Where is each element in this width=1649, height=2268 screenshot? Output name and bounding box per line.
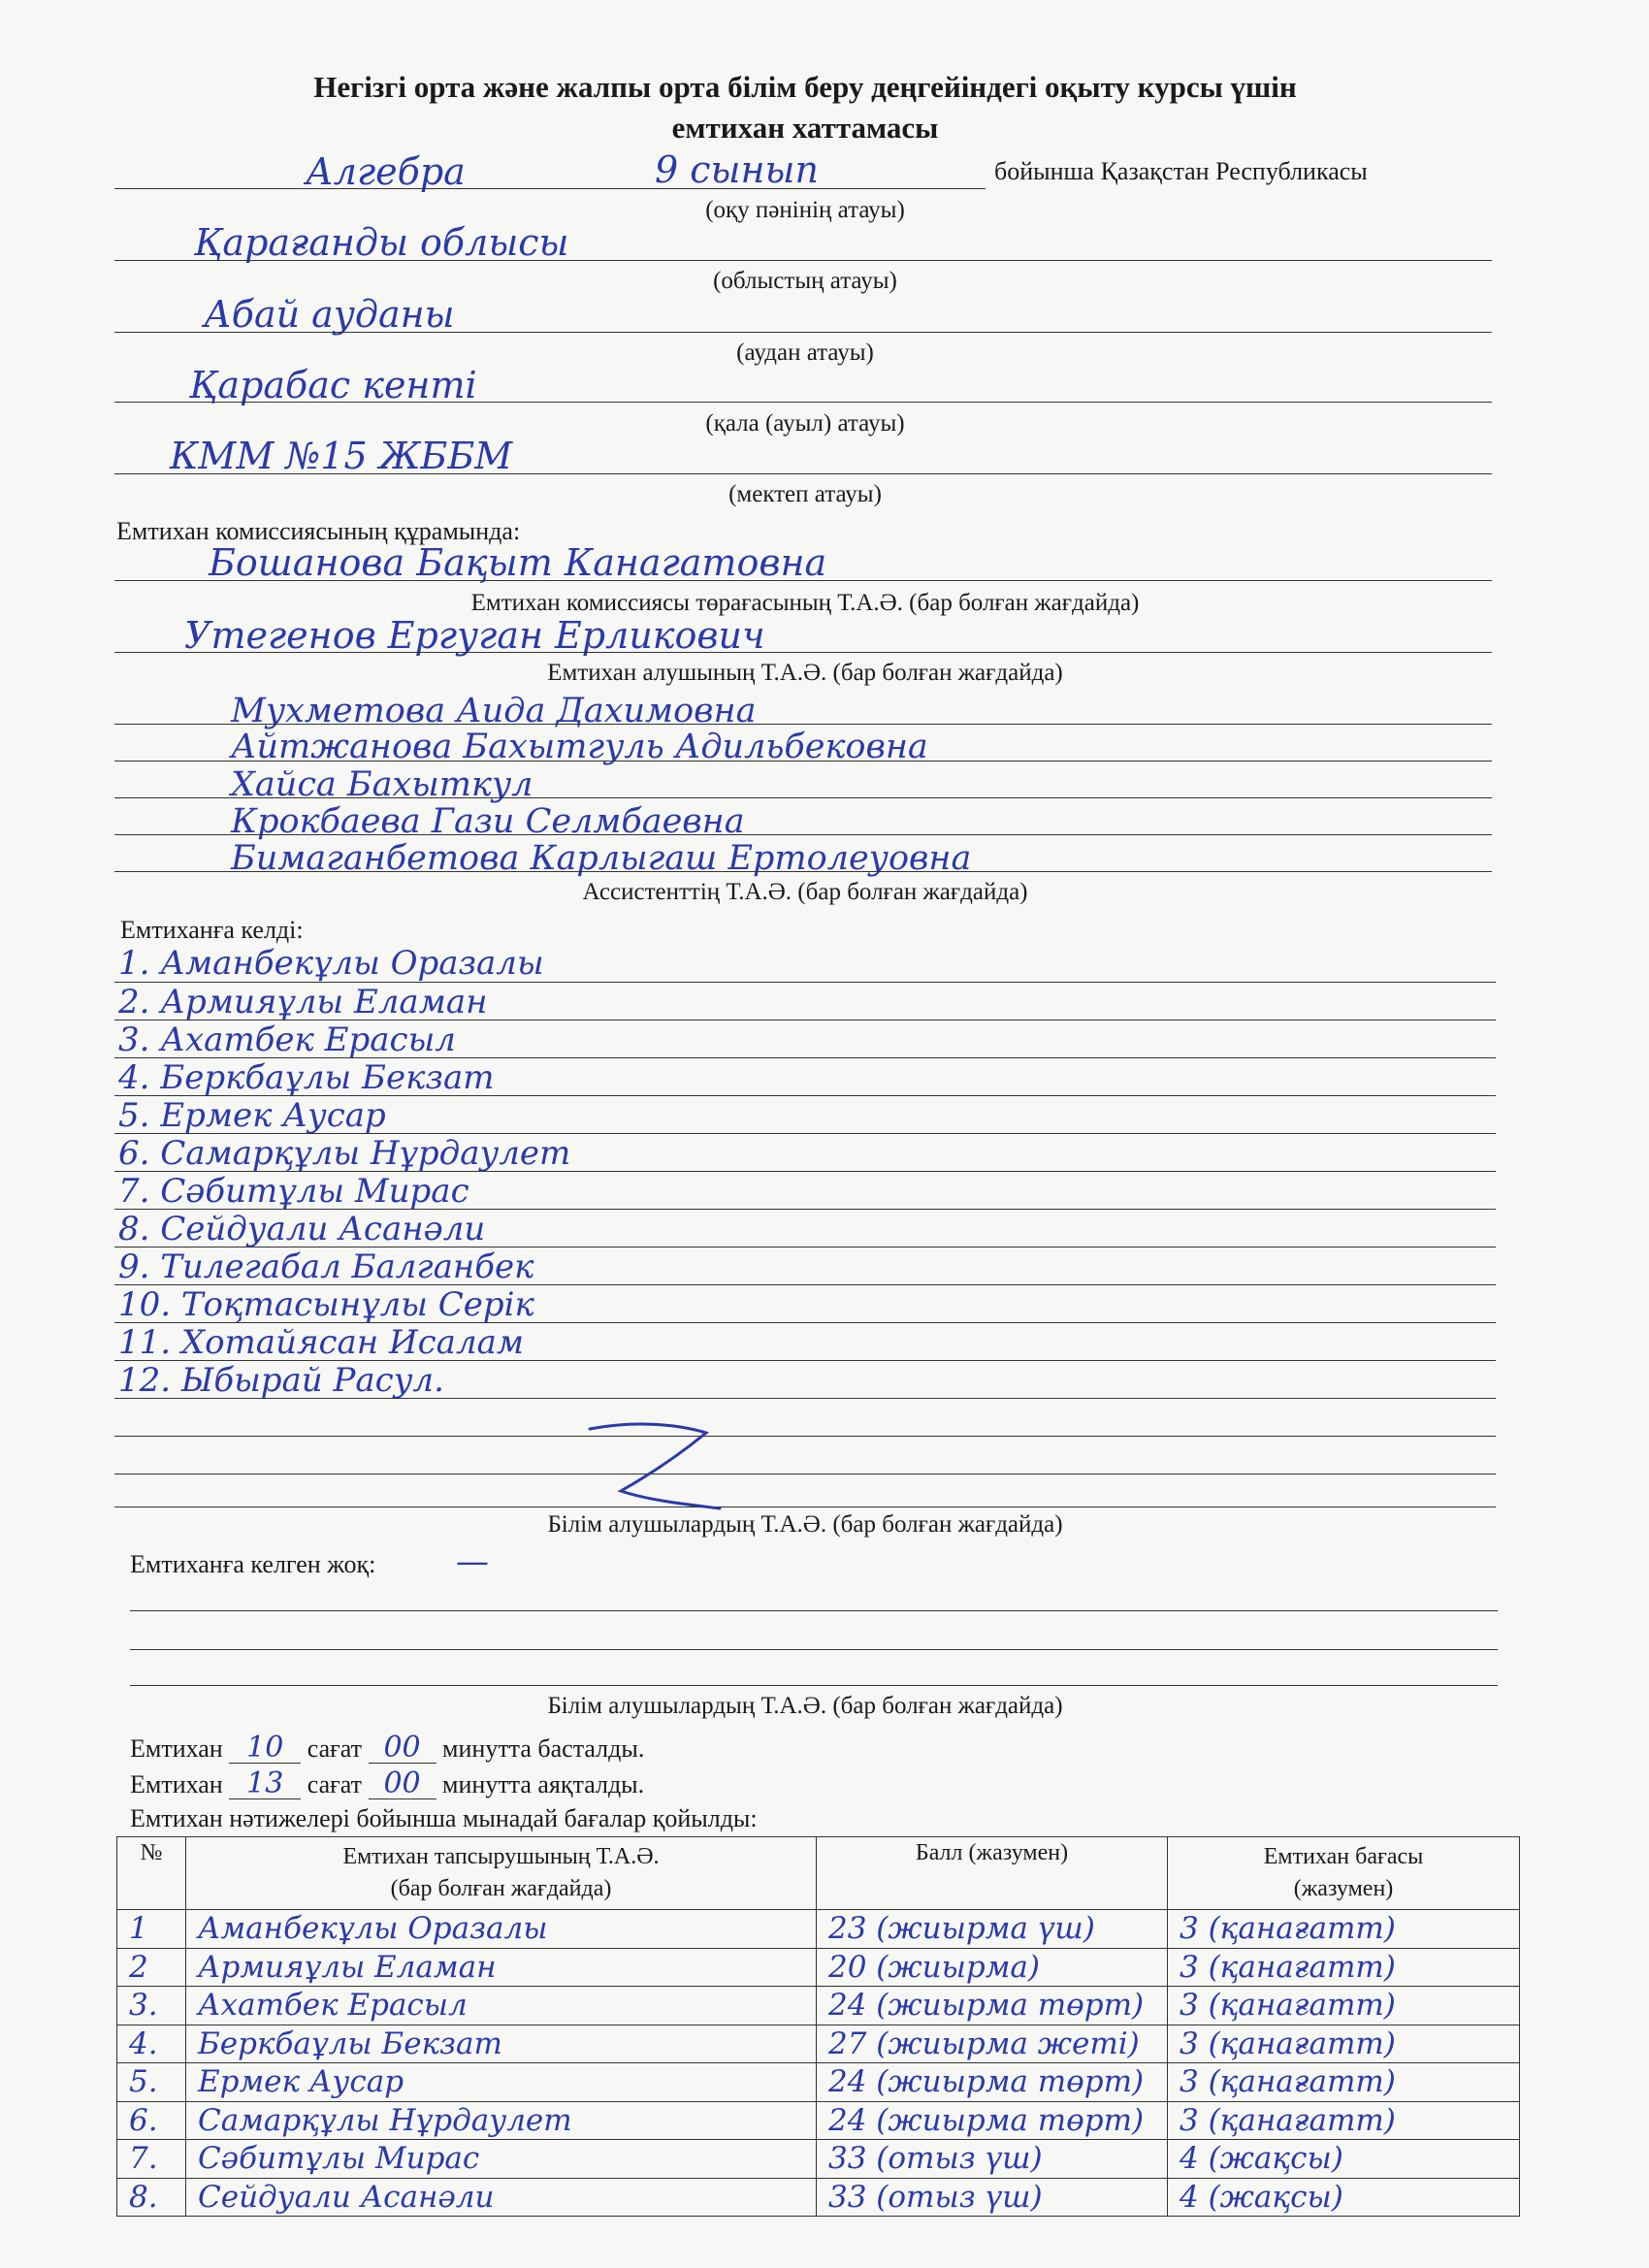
absent-line-2 — [130, 1649, 1498, 1650]
attended-student-7[interactable]: 7. Сәбитұлы Мирас — [118, 1172, 469, 1211]
attended-student-8[interactable]: 8. Сейдуали Асанәли — [118, 1210, 486, 1248]
header-score: Балл (жазумен) — [817, 1837, 1168, 1910]
district-value[interactable]: Абай ауданы — [204, 293, 455, 336]
table-row — [117, 2063, 1520, 2102]
row-name[interactable]: Ермек Аусар — [186, 2063, 817, 2102]
school-line — [114, 473, 1492, 474]
results-header-row — [117, 1837, 1520, 1910]
end-hour-field[interactable]: 13 — [229, 1769, 301, 1799]
attended-student-1[interactable]: 1. Аманбекұлы Оразалы — [118, 944, 544, 983]
start-prefix: Емтихан — [130, 1734, 223, 1763]
subject-line — [114, 188, 986, 189]
row-grade[interactable]: 3 (қанағатт) — [1168, 2063, 1520, 2102]
header-grade-line2: (жазумен) — [1293, 1876, 1394, 1901]
region-caption: (облыстың атауы) — [713, 268, 897, 294]
row-num[interactable]: 5. — [117, 2063, 186, 2102]
row-num[interactable]: 8. — [117, 2178, 186, 2217]
assistant-line-1 — [114, 724, 1492, 725]
assistant-4[interactable]: Крокбаева Гази Селмбаевна — [231, 802, 745, 841]
attended-student-6[interactable]: 6. Самарқұлы Нұрдаулет — [118, 1134, 571, 1173]
attended-student-2[interactable]: 2. Армияұлы Еламан — [118, 983, 488, 1021]
attended-student-5[interactable]: 5. Ермек Аусар — [118, 1096, 386, 1135]
table-row — [117, 1910, 1520, 1949]
assistant-line-3 — [114, 797, 1492, 798]
row-name[interactable]: Ахатбек Ерасыл — [186, 1987, 817, 2025]
row-num[interactable]: 3. — [117, 1987, 186, 2025]
row-num[interactable]: 6. — [117, 2101, 186, 2140]
attended-student-11[interactable]: 11. Хотайясан Исалам — [118, 1323, 525, 1362]
protocol-title-line2: емтихан хаттамасы — [671, 111, 939, 145]
chairman-line — [114, 580, 1492, 581]
row-grade[interactable]: 3 (қанағатт) — [1168, 1948, 1520, 1987]
start-hour-unit: сағат — [307, 1734, 363, 1763]
assistant-5[interactable]: Бимаганбетова Карлыгаш Ертолеуовна — [231, 839, 972, 878]
district-caption: (аудан атауы) — [736, 340, 874, 366]
row-score[interactable]: 20 (жиырма) — [817, 1948, 1168, 1987]
row-name[interactable]: Беркбаұлы Бекзат — [186, 2025, 817, 2063]
commission-label: Емтихан комиссиясының құрамында: — [116, 517, 521, 545]
district-line — [114, 332, 1492, 333]
assistants-caption: Ассистенттің Т.А.Ә. (бар болған жағдайда) — [582, 879, 1028, 905]
school-value[interactable]: КММ №15 ЖББМ — [170, 435, 513, 477]
row-num[interactable]: 1 — [117, 1910, 186, 1949]
end-minute-field[interactable]: 00 — [369, 1769, 436, 1799]
examiner-line — [114, 652, 1492, 653]
table-row — [117, 2101, 1520, 2140]
city-value[interactable]: Қарабас кенті — [189, 364, 477, 406]
header-grade-line1: Емтихан бағасы — [1263, 1844, 1424, 1869]
start-minute-field[interactable]: 00 — [369, 1733, 436, 1764]
row-grade[interactable]: 3 (қанағатт) — [1168, 2101, 1520, 2140]
chairman-caption: Емтихан комиссиясы төрағасының Т.А.Ә. (бар болған жағдайда) — [470, 590, 1140, 616]
end-prefix: Емтихан — [130, 1770, 223, 1798]
attended-caption: Білім алушылардың Т.А.Ә. (бар болған жағдайда) — [547, 1511, 1063, 1538]
attended-line-12 — [114, 1398, 1496, 1399]
subject-caption: (оқу пәнінің атауы) — [705, 197, 905, 223]
table-row — [117, 2140, 1520, 2179]
absent-line-3 — [130, 1685, 1498, 1686]
row-name[interactable]: Аманбекұлы Оразалы — [186, 1910, 817, 1949]
city-caption: (қала (ауыл) атауы) — [705, 410, 905, 437]
row-score[interactable]: 23 (жиырма үш) — [817, 1910, 1168, 1949]
table-row — [117, 1987, 1520, 2025]
assistant-line-5 — [114, 871, 1492, 872]
results-table — [116, 1836, 1520, 2217]
row-grade[interactable]: 4 (жақсы) — [1168, 2178, 1520, 2217]
header-name-line2: (бар болған жағдайда) — [390, 1876, 612, 1901]
assistant-3[interactable]: Хайса Бахыткул — [231, 765, 534, 804]
absent-line-1 — [130, 1610, 1498, 1611]
row-grade[interactable]: 4 (жақсы) — [1168, 2140, 1520, 2179]
region-line — [114, 260, 1492, 261]
attended-student-4[interactable]: 4. Беркбаұлы Бекзат — [118, 1058, 495, 1097]
row-num[interactable]: 4. — [117, 2025, 186, 2063]
row-grade[interactable]: 3 (қанағатт) — [1168, 2025, 1520, 2063]
row-name[interactable]: Сәбитұлы Мирас — [186, 2140, 817, 2179]
absent-value[interactable]: — — [456, 1542, 489, 1581]
row-name[interactable]: Сейдуали Асанәли — [186, 2178, 817, 2217]
table-row — [117, 2025, 1520, 2063]
row-score[interactable]: 33 (отыз үш) — [817, 2140, 1168, 2179]
header-num: № — [117, 1837, 186, 1910]
exam-end-row — [130, 1766, 645, 1800]
row-score[interactable]: 24 (жиырма төрт) — [817, 1987, 1168, 2025]
row-num[interactable]: 7. — [117, 2140, 186, 2179]
subject-suffix: бойынша Қазақстан Республикасы — [994, 157, 1368, 185]
protocol-title-line1: Негізгі орта және жалпы орта білім беру деңгейіндегі оқыту курсы үшін — [313, 70, 1297, 104]
subject-value[interactable]: Алгебра — [306, 150, 466, 193]
region-value[interactable]: Қарағанды облысы — [194, 221, 569, 264]
attended-label: Емтиханға келді: — [120, 916, 304, 944]
row-score[interactable]: 33 (отыз үш) — [817, 2178, 1168, 2217]
attended-student-10[interactable]: 10. Тоқтасынұлы Серік — [118, 1285, 534, 1324]
examiner-value[interactable]: Утегенов Ергуган Ерликович — [184, 614, 765, 657]
row-name[interactable]: Самарқұлы Нұрдаулет — [186, 2101, 817, 2140]
absent-label: Емтиханға келген жоқ: — [130, 1550, 376, 1578]
assistant-line-4 — [114, 834, 1492, 835]
row-score[interactable]: 27 (жиырма жеті) — [817, 2025, 1168, 2063]
row-num[interactable]: 2 — [117, 1948, 186, 1987]
row-name[interactable]: Армияұлы Еламан — [186, 1948, 817, 1987]
start-suffix: минутта басталды. — [442, 1734, 645, 1763]
examiner-caption: Емтихан алушының Т.А.Ә. (бар болған жағдайда) — [547, 660, 1063, 686]
cross-out-scribble — [582, 1411, 728, 1518]
header-name — [186, 1837, 817, 1910]
assistant-2[interactable]: Айтжанова Бахытгуль Адильбековна — [231, 728, 928, 766]
start-hour-field[interactable]: 10 — [229, 1733, 301, 1764]
absent-caption: Білім алушылардың Т.А.Ә. (бар болған жағдайда) — [547, 1693, 1063, 1719]
table-row — [117, 2178, 1520, 2217]
attended-line-13 — [114, 1436, 1496, 1437]
chairman-value[interactable]: Бошанова Бақыт Канагатовна — [209, 541, 827, 584]
city-line — [114, 402, 1492, 403]
header-name-line1: Емтихан тапсырушының Т.А.Ә. — [342, 1844, 660, 1869]
exam-start-row — [130, 1733, 644, 1764]
table-row — [117, 1948, 1520, 1987]
attended-student-3[interactable]: 3. Ахатбек Ерасыл — [118, 1021, 456, 1059]
row-score[interactable]: 24 (жиырма төрт) — [817, 2101, 1168, 2140]
row-grade[interactable]: 3 (қанағатт) — [1168, 1987, 1520, 2025]
attended-student-12[interactable]: 12. Ыбырай Расул. — [118, 1361, 444, 1400]
header-grade — [1168, 1837, 1520, 1910]
school-caption: (мектеп атауы) — [728, 481, 882, 507]
end-hour-unit: сағат — [307, 1770, 363, 1798]
results-label: Емтихан нәтижелері бойынша мынадай бағалар қойылды: — [130, 1804, 758, 1832]
row-grade[interactable]: 3 (қанағатт) — [1168, 1910, 1520, 1949]
grade-value[interactable]: 9 сынып — [655, 148, 819, 191]
assistant-1[interactable]: Мухметова Аида Дахимовна — [231, 692, 757, 730]
row-score[interactable]: 24 (жиырма төрт) — [817, 2063, 1168, 2102]
attended-student-9[interactable]: 9. Тилегабал Балганбек — [118, 1247, 534, 1286]
end-suffix: минутта аяқталды. — [442, 1770, 645, 1798]
